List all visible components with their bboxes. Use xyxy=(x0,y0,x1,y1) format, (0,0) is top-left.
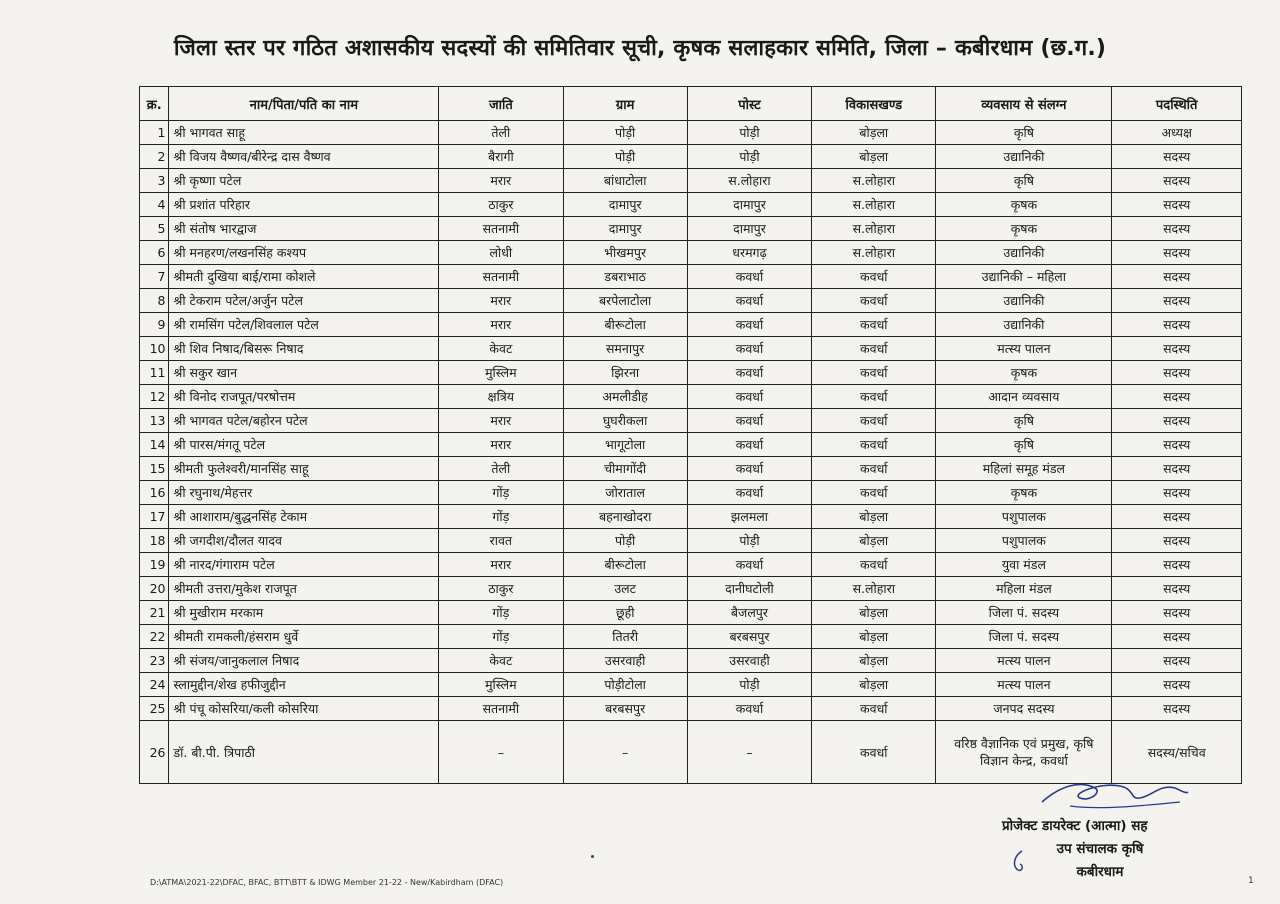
cell-position: सदस्य xyxy=(1112,217,1242,241)
cell-village: घुघरीकला xyxy=(563,409,687,433)
cell-occupation: कृषि xyxy=(936,121,1112,145)
cell-name: श्री जगदीश/दौलत यादव xyxy=(169,529,439,553)
cell-name: श्री आशाराम/बुद्धनसिंह टेकाम xyxy=(169,505,439,529)
header-serial: क्र. xyxy=(140,87,169,121)
cell-village: छूही xyxy=(563,601,687,625)
cell-village: पोड़ी xyxy=(563,529,687,553)
cell-post: कवर्धा xyxy=(687,433,811,457)
cell-block: बोड़ला xyxy=(812,121,936,145)
cell-name: डॉ. बी.पी. त्रिपाठी xyxy=(169,721,439,784)
table-row xyxy=(140,145,1242,169)
cell-post: बैजलपुर xyxy=(687,601,811,625)
cell-post: धरमगढ़ xyxy=(687,241,811,265)
cell-caste: सतनामी xyxy=(439,265,563,289)
cell-occupation: कृषि xyxy=(936,433,1112,457)
cell-post: कवर्धा xyxy=(687,361,811,385)
cell-occupation: कृषि xyxy=(936,409,1112,433)
cell-caste: मरार xyxy=(439,313,563,337)
cell-serial: 12 xyxy=(140,385,169,409)
stray-dot xyxy=(591,855,594,858)
cell-post: झलमला xyxy=(687,505,811,529)
cell-serial: 8 xyxy=(140,289,169,313)
cell-name: श्री भागवत साहू xyxy=(169,121,439,145)
cell-post: कवर्धा xyxy=(687,481,811,505)
table-row xyxy=(140,217,1242,241)
cell-post: पोड़ी xyxy=(687,121,811,145)
cell-occupation: पशुपालक xyxy=(936,529,1112,553)
cell-occupation: उद्यानिकी xyxy=(936,313,1112,337)
cell-position: सदस्य xyxy=(1112,361,1242,385)
cell-serial: 23 xyxy=(140,649,169,673)
cell-caste: ठाकुर xyxy=(439,577,563,601)
cell-occupation: जनपद सदस्य xyxy=(936,697,1112,721)
table-row xyxy=(140,481,1242,505)
cell-occupation: मत्स्य पालन xyxy=(936,649,1112,673)
cell-position: सदस्य xyxy=(1112,481,1242,505)
cell-block: कवर्धा xyxy=(812,553,936,577)
cell-village: तितरी xyxy=(563,625,687,649)
cell-occupation: महिलां समूह मंडल xyxy=(936,457,1112,481)
cell-post: – xyxy=(687,721,811,784)
cell-village: चीमागोंदी xyxy=(563,457,687,481)
cell-block: बोड़ला xyxy=(812,649,936,673)
cell-block: कवर्धा xyxy=(812,481,936,505)
header-occupation: व्यवसाय से संलग्न xyxy=(936,87,1112,121)
table-row xyxy=(140,337,1242,361)
cell-position: सदस्य xyxy=(1112,649,1242,673)
cell-occupation: उद्यानिकी xyxy=(936,241,1112,265)
cell-serial: 26 xyxy=(140,721,169,784)
signature-district: कबीरधाम xyxy=(1076,864,1124,880)
cell-post: उसरवाही xyxy=(687,649,811,673)
cell-post: दानीघटोली xyxy=(687,577,811,601)
cell-block: कवर्धा xyxy=(812,721,936,784)
cell-caste: ठाकुर xyxy=(439,193,563,217)
cell-occupation: जिला पं. सदस्य xyxy=(936,625,1112,649)
cell-post: कवर्धा xyxy=(687,385,811,409)
cell-serial: 24 xyxy=(140,673,169,697)
table-row xyxy=(140,241,1242,265)
header-block: विकासखण्ड xyxy=(812,87,936,121)
cell-post: कवर्धा xyxy=(687,697,811,721)
file-path: D:\ATMA\2021-22\DFAC, BFAC, BTT\BTT & IDWG Member 21-22 - New/Kabirdham (DFAC) xyxy=(150,878,504,887)
cell-block: कवर्धा xyxy=(812,337,936,361)
cell-serial: 4 xyxy=(140,193,169,217)
cell-occupation: उद्यानिकी xyxy=(936,145,1112,169)
cell-village: समनापुर xyxy=(563,337,687,361)
cell-village: पोड़ी xyxy=(563,121,687,145)
cell-position: सदस्य xyxy=(1112,145,1242,169)
signature-office: उप संचालक कृषि xyxy=(1056,841,1144,857)
table-row xyxy=(140,433,1242,457)
cell-occupation: कृषक xyxy=(936,193,1112,217)
header-post: पोस्ट xyxy=(687,87,811,121)
cell-position: सदस्य xyxy=(1112,193,1242,217)
signature-scribble xyxy=(1040,776,1190,816)
cell-name: श्रीमती रामकली/हंसराम धुर्वे xyxy=(169,625,439,649)
cell-name: श्रीमती उत्तरा/मुकेश राजपूत xyxy=(169,577,439,601)
cell-serial: 6 xyxy=(140,241,169,265)
cell-position: सदस्य xyxy=(1112,577,1242,601)
table-row xyxy=(140,577,1242,601)
table-row xyxy=(140,673,1242,697)
cell-caste: मरार xyxy=(439,553,563,577)
table-row xyxy=(140,409,1242,433)
cell-village: उलट xyxy=(563,577,687,601)
header-village: ग्राम xyxy=(563,87,687,121)
cell-village: बीरूटोला xyxy=(563,553,687,577)
table-row xyxy=(140,313,1242,337)
cell-block: बोड़ला xyxy=(812,625,936,649)
cell-block: बोड़ला xyxy=(812,145,936,169)
cell-position: सदस्य xyxy=(1112,673,1242,697)
cell-position: सदस्य xyxy=(1112,457,1242,481)
cell-post: कवर्धा xyxy=(687,553,811,577)
cell-occupation: महिला मंडल xyxy=(936,577,1112,601)
cell-caste: मरार xyxy=(439,409,563,433)
cell-post: पोड़ी xyxy=(687,673,811,697)
cell-position: सदस्य xyxy=(1112,529,1242,553)
cell-caste: गोंड़ xyxy=(439,625,563,649)
cell-caste: मरार xyxy=(439,169,563,193)
cell-name: श्री विजय वैष्णव/बीरेन्द्र दास वैष्णव xyxy=(169,145,439,169)
cell-village: बांधाटोला xyxy=(563,169,687,193)
cell-position: सदस्य xyxy=(1112,313,1242,337)
cell-village: पोड़ी xyxy=(563,145,687,169)
cell-block: कवर्धा xyxy=(812,361,936,385)
cell-name: श्री रामसिंग पटेल/शिवलाल पटेल xyxy=(169,313,439,337)
cell-post: बरबसपुर xyxy=(687,625,811,649)
cell-serial: 15 xyxy=(140,457,169,481)
cell-serial: 9 xyxy=(140,313,169,337)
cell-block: कवर्धा xyxy=(812,697,936,721)
cell-serial: 10 xyxy=(140,337,169,361)
cell-caste: मुस्लिम xyxy=(439,361,563,385)
cell-caste: सतनामी xyxy=(439,217,563,241)
cell-serial: 1 xyxy=(140,121,169,145)
cell-village: बीरूटोला xyxy=(563,313,687,337)
table-row xyxy=(140,457,1242,481)
cell-name: श्री प्रशांत परिहार xyxy=(169,193,439,217)
cell-position: सदस्य xyxy=(1112,265,1242,289)
cell-post: दामापुर xyxy=(687,217,811,241)
table-row xyxy=(140,265,1242,289)
cell-position: सदस्य xyxy=(1112,601,1242,625)
cell-name: श्री मनहरण/लखनसिंह कश्यप xyxy=(169,241,439,265)
table-row xyxy=(140,529,1242,553)
cell-occupation: वरिष्ठ वैज्ञानिक एवं प्रमुख, कृषि विज्ञान केन्द्र, कवर्धा xyxy=(936,721,1112,784)
cell-serial: 17 xyxy=(140,505,169,529)
header-name: नाम/पिता/पति का नाम xyxy=(169,87,439,121)
table-body xyxy=(140,121,1242,784)
cell-block: बोड़ला xyxy=(812,505,936,529)
cell-position: सदस्य xyxy=(1112,697,1242,721)
cell-village: झिरना xyxy=(563,361,687,385)
cell-serial: 14 xyxy=(140,433,169,457)
cell-block: स.लोहारा xyxy=(812,577,936,601)
table-row xyxy=(140,169,1242,193)
cell-position: सदस्य xyxy=(1112,337,1242,361)
cell-village: बहनाखोदरा xyxy=(563,505,687,529)
cell-caste: गोंड़ xyxy=(439,601,563,625)
cell-position: सदस्य xyxy=(1112,505,1242,529)
page-title: जिला स्तर पर गठित अशासकीय सदस्यों की समितिवार सूची, कृषक सलाहकार समिति, जिला – कबीरधाम (छ.ग.) xyxy=(173,36,1107,61)
cell-position: सदस्य xyxy=(1112,553,1242,577)
cell-name: श्री विनोद राजपूत/परषोत्तम xyxy=(169,385,439,409)
cell-village: भीखमपुर xyxy=(563,241,687,265)
page-number: 1 xyxy=(1248,876,1254,886)
table-row xyxy=(140,697,1242,721)
cell-block: स.लोहारा xyxy=(812,193,936,217)
cell-village: – xyxy=(563,721,687,784)
cell-caste: तेली xyxy=(439,121,563,145)
table-row xyxy=(140,601,1242,625)
cell-name: श्री पंचू कोसरिया/कली कोसरिया xyxy=(169,697,439,721)
table-row xyxy=(140,385,1242,409)
cell-block: स.लोहारा xyxy=(812,169,936,193)
cell-block: कवर्धा xyxy=(812,313,936,337)
cell-name: श्री सकुर खान xyxy=(169,361,439,385)
cell-post: कवर्धा xyxy=(687,289,811,313)
cell-position: सदस्य xyxy=(1112,625,1242,649)
table-header-row xyxy=(140,87,1242,121)
cell-occupation: कृषि xyxy=(936,169,1112,193)
cell-name: श्री रघुनाथ/मेहत्तर xyxy=(169,481,439,505)
cell-post: कवर्धा xyxy=(687,265,811,289)
cell-caste: मुस्लिम xyxy=(439,673,563,697)
cell-name: श्री भागवत पटेल/बहोरन पटेल xyxy=(169,409,439,433)
cell-caste: मरार xyxy=(439,433,563,457)
cell-name: श्री मुखीराम मरकाम xyxy=(169,601,439,625)
table-row xyxy=(140,625,1242,649)
cell-name: श्री नारद/गंगाराम पटेल xyxy=(169,553,439,577)
cell-post: कवर्धा xyxy=(687,337,811,361)
cell-village: दामापुर xyxy=(563,193,687,217)
cell-occupation: आदान व्यवसाय xyxy=(936,385,1112,409)
cell-post: कवर्धा xyxy=(687,457,811,481)
cell-village: पोड़ीटोला xyxy=(563,673,687,697)
cell-village: डबराभाठ xyxy=(563,265,687,289)
header-caste: जाति xyxy=(439,87,563,121)
cell-caste: तेली xyxy=(439,457,563,481)
table-row xyxy=(140,553,1242,577)
cell-position: सदस्य/सचिव xyxy=(1112,721,1242,784)
cell-block: कवर्धा xyxy=(812,409,936,433)
cell-caste: सतनामी xyxy=(439,697,563,721)
table-row xyxy=(140,289,1242,313)
cell-position: सदस्य xyxy=(1112,433,1242,457)
cell-occupation: मत्स्य पालन xyxy=(936,673,1112,697)
cell-post: स.लोहारा xyxy=(687,169,811,193)
cell-position: अध्यक्ष xyxy=(1112,121,1242,145)
cell-serial: 21 xyxy=(140,601,169,625)
table-row xyxy=(140,361,1242,385)
cell-caste: – xyxy=(439,721,563,784)
cell-serial: 22 xyxy=(140,625,169,649)
cell-serial: 18 xyxy=(140,529,169,553)
cell-name: श्री पारस/मंगतू पटेल xyxy=(169,433,439,457)
cell-serial: 19 xyxy=(140,553,169,577)
cell-caste: लोधी xyxy=(439,241,563,265)
cell-post: पोड़ी xyxy=(687,145,811,169)
cell-caste: मरार xyxy=(439,289,563,313)
cell-occupation: मत्स्य पालन xyxy=(936,337,1112,361)
cell-village: उसरवाही xyxy=(563,649,687,673)
cell-occupation: कृषक xyxy=(936,481,1112,505)
cell-caste: बैरागी xyxy=(439,145,563,169)
cell-name: श्रीमती फुलेश्वरी/मानसिंह साहू xyxy=(169,457,439,481)
cell-caste: केवट xyxy=(439,337,563,361)
cell-occupation: कृषक xyxy=(936,361,1112,385)
cell-serial: 13 xyxy=(140,409,169,433)
cell-post: कवर्धा xyxy=(687,313,811,337)
cell-name: श्री संजय/जानुकलाल निषाद xyxy=(169,649,439,673)
cell-position: सदस्य xyxy=(1112,169,1242,193)
cell-occupation: पशुपालक xyxy=(936,505,1112,529)
cell-block: कवर्धा xyxy=(812,457,936,481)
cell-village: जोराताल xyxy=(563,481,687,505)
cell-occupation: जिला पं. सदस्य xyxy=(936,601,1112,625)
cell-position: सदस्य xyxy=(1112,385,1242,409)
cell-post: पोड़ी xyxy=(687,529,811,553)
cell-caste: क्षत्रिय xyxy=(439,385,563,409)
table-row xyxy=(140,505,1242,529)
cell-village: बरपेलाटोला xyxy=(563,289,687,313)
cell-occupation: उद्यानिकी xyxy=(936,289,1112,313)
cell-serial: 2 xyxy=(140,145,169,169)
table-row xyxy=(140,649,1242,673)
cell-block: कवर्धा xyxy=(812,265,936,289)
cell-name: श्रीमती दुखिया बाई/रामा कोशले xyxy=(169,265,439,289)
cell-occupation: युवा मंडल xyxy=(936,553,1112,577)
cell-post: दामापुर xyxy=(687,193,811,217)
table-row xyxy=(140,721,1242,784)
table-row xyxy=(140,193,1242,217)
cell-name: श्री शिव निषाद/बिसरू निषाद xyxy=(169,337,439,361)
cell-caste: गोंड़ xyxy=(439,505,563,529)
table-row xyxy=(140,121,1242,145)
cell-village: बरबसपुर xyxy=(563,697,687,721)
cell-serial: 16 xyxy=(140,481,169,505)
cell-name: श्री टेकराम पटेल/अर्जुन पटेल xyxy=(169,289,439,313)
cell-serial: 7 xyxy=(140,265,169,289)
cell-serial: 11 xyxy=(140,361,169,385)
member-table xyxy=(139,86,1242,784)
cell-block: स.लोहारा xyxy=(812,217,936,241)
cell-post: कवर्धा xyxy=(687,409,811,433)
cell-name: श्री कृष्णा पटेल xyxy=(169,169,439,193)
signature-block xyxy=(990,815,1210,884)
cell-village: दामापुर xyxy=(563,217,687,241)
signature-designation: प्रोजेक्ट डायरेक्ट (आत्मा) सह xyxy=(1002,818,1148,834)
cell-position: सदस्य xyxy=(1112,409,1242,433)
cell-position: सदस्य xyxy=(1112,241,1242,265)
cell-caste: केवट xyxy=(439,649,563,673)
cell-name: स्लामुद्दीन/शेख हफीजुद्दीन xyxy=(169,673,439,697)
cell-block: कवर्धा xyxy=(812,289,936,313)
cell-position: सदस्य xyxy=(1112,289,1242,313)
cell-serial: 20 xyxy=(140,577,169,601)
cell-village: भागूटोला xyxy=(563,433,687,457)
cell-occupation: कृषक xyxy=(936,217,1112,241)
cell-serial: 5 xyxy=(140,217,169,241)
cell-block: कवर्धा xyxy=(812,385,936,409)
cell-block: कवर्धा xyxy=(812,433,936,457)
cell-village: अमलीडीह xyxy=(563,385,687,409)
cell-caste: रावत xyxy=(439,529,563,553)
cell-caste: गोंड़ xyxy=(439,481,563,505)
cell-serial: 25 xyxy=(140,697,169,721)
cell-name: श्री संतोष भारद्वाज xyxy=(169,217,439,241)
cell-block: बोड़ला xyxy=(812,529,936,553)
cell-block: स.लोहारा xyxy=(812,241,936,265)
cell-block: बोड़ला xyxy=(812,601,936,625)
cell-serial: 3 xyxy=(140,169,169,193)
header-position: पदस्थिति xyxy=(1112,87,1242,121)
cell-occupation: उद्यानिकी – महिला xyxy=(936,265,1112,289)
cell-block: बोड़ला xyxy=(812,673,936,697)
